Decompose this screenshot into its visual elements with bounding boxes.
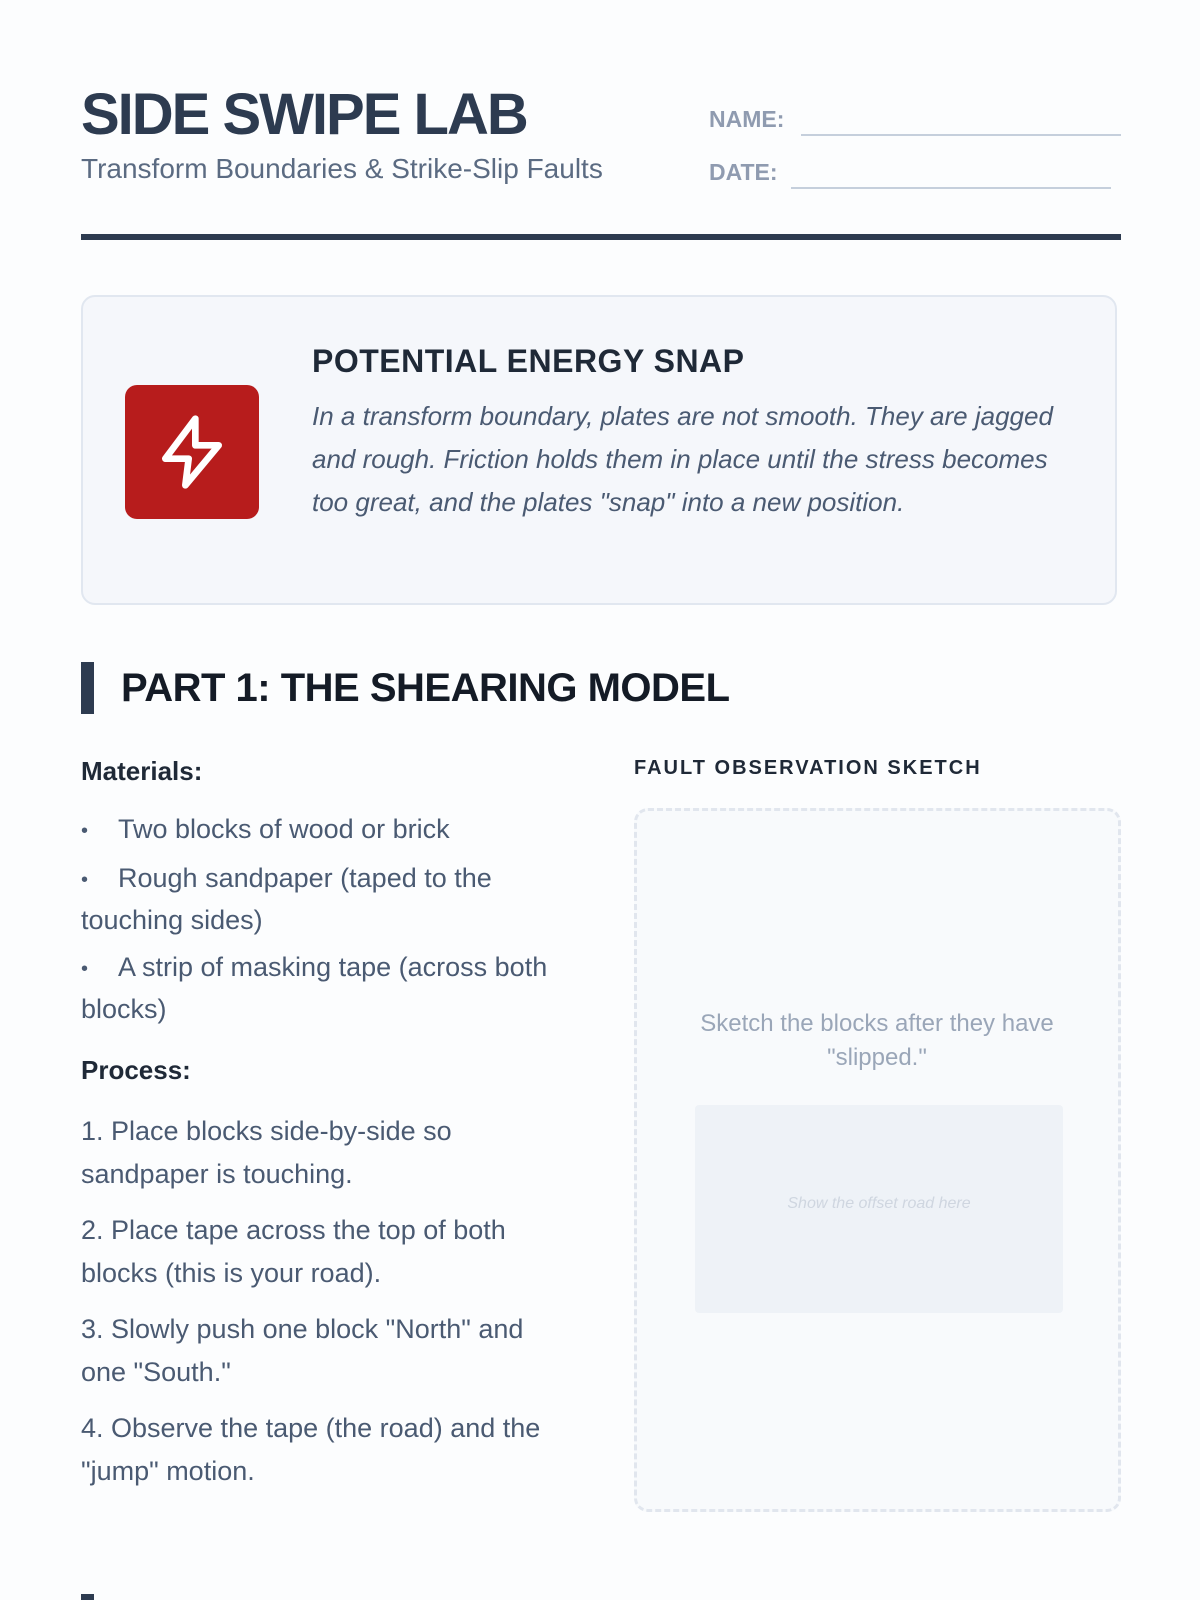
name-label: NAME: [709, 106, 785, 132]
material-text: A strip of masking tape (across both blocks) [81, 951, 548, 1024]
list-item [81, 809, 571, 851]
header-divider [81, 234, 1121, 240]
materials-list [81, 809, 571, 1029]
bullet-icon: • [81, 819, 89, 842]
process-list [81, 1110, 571, 1493]
sketch-prompt: Sketch the blocks after they have "slipped." [700, 1010, 1054, 1071]
bullet-icon: • [81, 957, 89, 980]
process-heading: Process: [81, 1054, 191, 1085]
offset-road-area[interactable] [695, 1105, 1063, 1313]
section-title-part1: PART 1: THE SHEARING MODEL [121, 666, 730, 710]
section-marker [81, 662, 94, 714]
instructions-column [81, 756, 571, 1506]
lightning-bolt-icon [152, 412, 232, 492]
process-step: 4. Observe the tape (the road) and the "jump" motion. [81, 1412, 541, 1486]
page-subtitle: Transform Boundaries & Strike-Slip Faults [81, 153, 603, 184]
sketch-area[interactable] [634, 808, 1121, 1512]
callout-icon-badge [125, 385, 259, 519]
materials-heading: Materials: [81, 756, 203, 786]
name-field[interactable] [801, 134, 1121, 136]
date-field[interactable] [791, 187, 1111, 189]
callout-title: POTENTIAL ENERGY SNAP [312, 343, 745, 379]
list-item [81, 947, 571, 1029]
section-marker-next [81, 1594, 94, 1600]
material-text: Rough sandpaper (taped to the touching sides) [81, 862, 492, 935]
list-item [81, 858, 571, 940]
process-step: 3. Slowly push one block "North" and one "South." [81, 1313, 524, 1387]
page-title: SIDE SWIPE LAB [81, 82, 527, 147]
bullet-icon: • [81, 868, 89, 891]
process-step: 1. Place blocks side-by-side so sandpaper is touching. [81, 1115, 452, 1189]
energy-callout [81, 295, 1117, 605]
sketch-label: FAULT OBSERVATION SKETCH [634, 757, 982, 779]
worksheet-header [81, 84, 1121, 244]
offset-road-hint: Show the offset road here [787, 1195, 971, 1212]
material-text: Two blocks of wood or brick [118, 814, 450, 844]
process-step: 2. Place tape across the top of both blocks (this is your road). [81, 1214, 506, 1288]
date-label: DATE: [709, 159, 778, 185]
callout-text: In a transform boundary, plates are not smooth. They are jagged and rough. Friction holds them in place until the stress becomes too great, and the plates "snap" into a new position. [312, 401, 1053, 517]
